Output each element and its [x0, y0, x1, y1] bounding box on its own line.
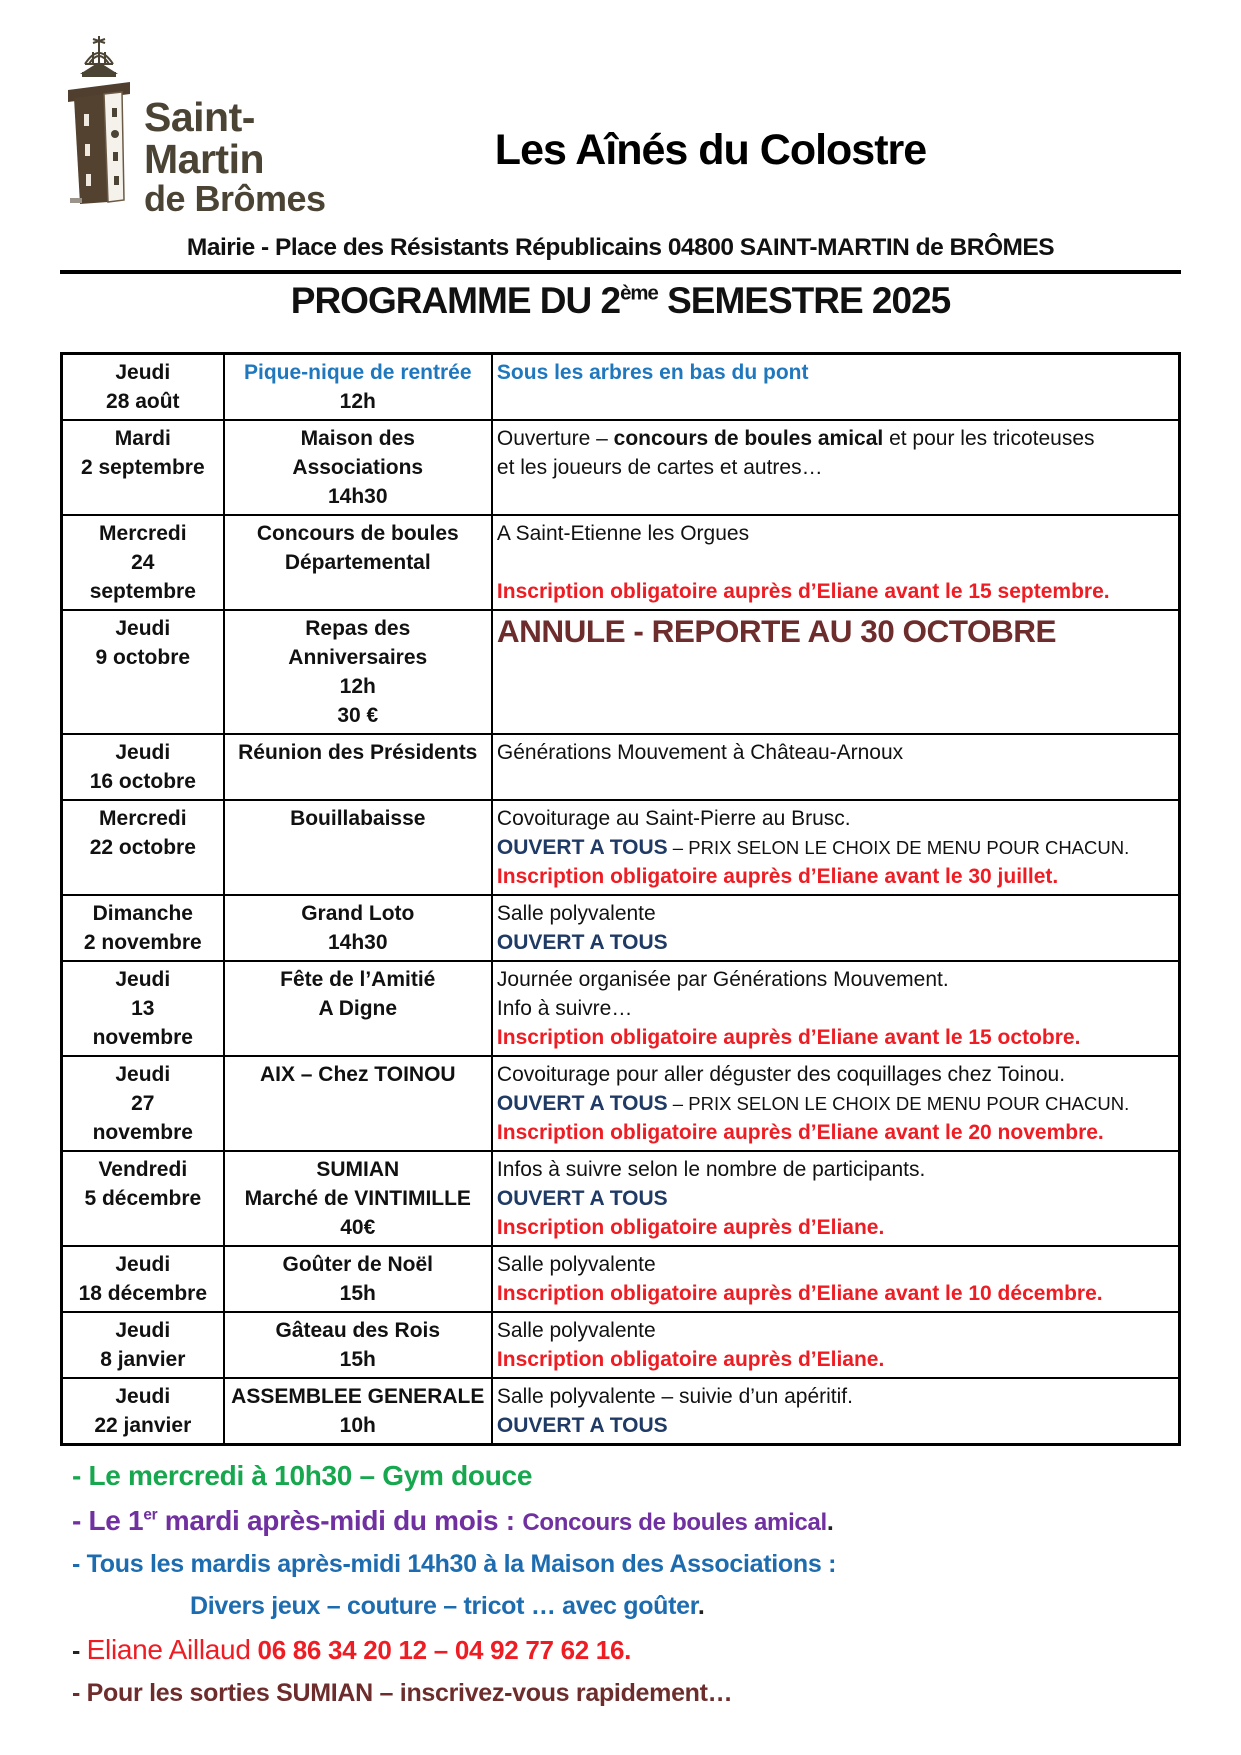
event-detail-line — [497, 424, 1174, 453]
event-detail-cell — [492, 1246, 1180, 1312]
logo-village-name: Saint-Martin — [144, 94, 264, 182]
event-date-line: Mardi — [114, 427, 171, 450]
event-detail-line — [497, 1279, 1174, 1308]
table-row — [62, 1312, 1180, 1378]
event-name-line: A Digne — [318, 997, 398, 1020]
event-detail-cell — [492, 961, 1180, 1056]
table-row — [62, 800, 1180, 895]
event-name-line: Fête de l’Amitié — [280, 968, 436, 991]
footer-note-text: Eliane Aillaud — [86, 1634, 251, 1665]
detail-text: – PRIX SELON LE CHOIX DE MENU POUR CHACUN. — [667, 1093, 1130, 1114]
header — [60, 34, 1181, 218]
detail-text: – PRIX SELON LE CHOIX DE MENU POUR CHACUN. — [667, 837, 1130, 858]
page-title: Les Aînés du Colostre — [494, 126, 927, 174]
event-name-cell — [224, 1056, 492, 1151]
event-detail-line — [497, 358, 1174, 387]
table-row — [62, 1151, 1180, 1246]
detail-text: Salle polyvalente — [496, 1319, 656, 1342]
event-date-line: Jeudi — [115, 361, 171, 384]
event-name-line: Marché de VINTIMILLE — [244, 1187, 471, 1210]
event-date-line: Jeudi — [115, 1319, 171, 1342]
event-date-cell — [62, 1312, 224, 1378]
event-detail-line — [497, 1023, 1174, 1052]
event-detail-line — [497, 1089, 1174, 1118]
event-detail-cell — [492, 1378, 1180, 1445]
event-detail-cell — [492, 734, 1180, 800]
footer-note — [72, 1550, 1181, 1579]
event-name-line: Grand Loto — [301, 902, 415, 925]
address-line: Mairie - Place des Résistants Républicains 04800 SAINT-MARTIN de BRÔMES — [186, 234, 1055, 261]
table-row — [62, 354, 1180, 421]
detail-text: Journée organisée par Générations Mouvement. — [496, 968, 949, 991]
event-date-cell — [62, 515, 224, 610]
detail-text: OUVERT A TOUS — [496, 931, 668, 954]
footer-note-text: - — [72, 1637, 87, 1665]
footer-note — [72, 1460, 1181, 1492]
event-date-line: 9 octobre — [95, 646, 191, 669]
event-date-line: 16 octobre — [89, 770, 196, 793]
event-detail-line — [497, 1118, 1174, 1147]
event-detail-line — [497, 899, 1174, 928]
event-detail-line — [497, 453, 1174, 482]
detail-text: OUVERT A TOUS — [496, 1187, 668, 1210]
footer-note-text: - Le 1 — [72, 1505, 144, 1536]
detail-text: OUVERT A TOUS — [496, 1414, 668, 1437]
event-date-cell — [62, 895, 224, 961]
event-date-cell — [62, 1151, 224, 1246]
detail-text: Inscription obligatoire auprès d’Eliane avant le 10 décembre. — [496, 1282, 1103, 1305]
detail-text: Inscription obligatoire auprès d’Eliane avant le 30 juillet. — [496, 865, 1059, 888]
detail-text: A Saint-Etienne les Orgues — [496, 522, 750, 545]
footer-note-text: Concours de boules amical — [522, 1509, 827, 1536]
event-date-line: 18 décembre — [78, 1282, 208, 1305]
event-detail-line — [497, 1155, 1174, 1184]
event-name-cell — [224, 961, 492, 1056]
event-name-line: 12h — [339, 675, 376, 698]
table-row — [62, 610, 1180, 734]
logo-village-name-2: de Brômes — [144, 178, 326, 219]
event-detail-line — [497, 738, 1174, 767]
event-detail-line — [497, 1060, 1174, 1089]
event-date-cell — [62, 1246, 224, 1312]
event-name-line: Réunion des Présidents — [238, 741, 478, 764]
event-detail-line — [497, 994, 1174, 1023]
event-date-line: Jeudi — [115, 1253, 171, 1276]
event-date-line: Mercredi — [99, 522, 187, 545]
detail-text: Inscription obligatoire auprès d’Eliane avant le 15 octobre. — [496, 1026, 1081, 1049]
event-name-cell — [224, 610, 492, 734]
event-date-line: 2 novembre — [83, 931, 202, 954]
event-date-line: 2 septembre — [80, 456, 205, 479]
footer-note-text: - Le mercredi à 10h30 – Gym douce — [72, 1460, 533, 1491]
footer-note — [72, 1679, 1181, 1708]
program-title-suffix: SEMESTRE 2025 — [657, 280, 951, 321]
event-date-cell — [62, 610, 224, 734]
detail-text: Covoiturage au Saint-Pierre au Brusc. — [496, 807, 851, 830]
footer-note — [72, 1634, 1181, 1666]
event-date-line: septembre — [89, 580, 196, 603]
footer-note-text: - Tous les mardis après-midi 14h30 à la Maison des Associations : — [72, 1550, 837, 1578]
event-date-cell — [62, 734, 224, 800]
detail-text: Salle polyvalente — [496, 1253, 656, 1276]
event-detail-cell — [492, 354, 1180, 421]
event-name-cell — [224, 354, 492, 421]
event-detail-line — [497, 1316, 1174, 1345]
event-name-cell — [224, 800, 492, 895]
event-name-cell — [224, 515, 492, 610]
event-detail-cell — [492, 895, 1180, 961]
event-detail-cell — [492, 515, 1180, 610]
event-name-line: Anniversaires — [288, 646, 428, 669]
event-name-line: Repas des — [305, 617, 411, 640]
event-date-line: 22 octobre — [89, 836, 196, 859]
logo-text — [144, 96, 360, 218]
event-date-line: 28 août — [106, 390, 180, 413]
event-detail-line — [497, 928, 1174, 957]
event-detail-cell — [492, 800, 1180, 895]
event-name-line: 40€ — [340, 1216, 376, 1239]
table-row — [62, 420, 1180, 515]
divider — [60, 270, 1181, 274]
event-detail-line — [497, 1250, 1174, 1279]
event-date-line: Mercredi — [99, 807, 187, 830]
table-row — [62, 895, 1180, 961]
event-name-line: ASSEMBLEE GENERALE — [231, 1385, 485, 1408]
event-date-line: Jeudi — [115, 741, 171, 764]
event-name-line: 12h — [339, 390, 376, 413]
event-name-line: Associations — [292, 456, 424, 479]
event-date-line: 24 — [131, 551, 155, 574]
program-title — [60, 280, 1181, 322]
detail-text: Inscription obligatoire auprès d’Eliane avant le 20 novembre. — [496, 1121, 1104, 1144]
event-name-line: AIX – Chez TOINOU — [259, 1063, 456, 1086]
event-detail-cell — [492, 420, 1180, 515]
event-detail-line — [497, 1184, 1174, 1213]
event-date-line: 22 janvier — [94, 1414, 192, 1437]
event-name-cell — [224, 1378, 492, 1445]
event-name-line: Départemental — [284, 551, 431, 574]
footer-note-text: er — [143, 1506, 158, 1524]
event-detail-cell — [492, 610, 1180, 734]
table-row — [62, 734, 1180, 800]
event-name-line: Pique-nique de rentrée — [243, 361, 472, 384]
event-date-line: novembre — [92, 1026, 193, 1049]
tower-icon — [60, 34, 138, 206]
table-row — [62, 1378, 1180, 1445]
table-row — [62, 1056, 1180, 1151]
event-name-line: 14h30 — [327, 485, 388, 508]
event-date-line: 8 janvier — [100, 1348, 186, 1371]
detail-text: OUVERT A TOUS — [496, 836, 668, 859]
event-detail-line — [497, 519, 1174, 548]
event-date-cell — [62, 420, 224, 515]
event-name-line: Concours de boules — [256, 522, 459, 545]
event-detail-line — [497, 1213, 1174, 1242]
event-name-cell — [224, 895, 492, 961]
event-name-line: Bouillabaisse — [290, 807, 426, 830]
footer-note-text: . — [697, 1592, 705, 1620]
event-date-cell — [62, 1378, 224, 1445]
footer-note-text: mardi après-midi du mois : — [157, 1505, 523, 1536]
detail-text: ANNULE - REPORTE AU 30 OCTOBRE — [496, 613, 1056, 649]
event-detail-line — [497, 1382, 1174, 1411]
footer-notes — [60, 1460, 1181, 1708]
event-name-cell — [224, 1246, 492, 1312]
event-name-line: Goûter de Noël — [282, 1253, 434, 1276]
event-detail-line — [497, 833, 1174, 862]
event-name-line: 14h30 — [327, 931, 388, 954]
event-detail-line — [497, 1345, 1174, 1374]
event-date-cell — [62, 961, 224, 1056]
detail-text: Salle polyvalente – suivie d’un apéritif. — [496, 1385, 853, 1408]
village-logo — [60, 34, 360, 218]
detail-text: concours de boules amical — [613, 427, 884, 450]
event-date-line: Dimanche — [92, 902, 193, 925]
footer-note — [72, 1505, 1181, 1537]
event-date-line: novembre — [92, 1121, 193, 1144]
event-date-line: Jeudi — [115, 617, 171, 640]
detail-text: Sous les arbres en bas du pont — [496, 361, 809, 384]
detail-text: Ouverture – — [496, 427, 614, 450]
program-title-sup: ème — [620, 282, 658, 305]
table-row — [62, 1246, 1180, 1312]
event-detail-cell — [492, 1056, 1180, 1151]
detail-text: Générations Mouvement à Château-Arnoux — [496, 741, 904, 764]
event-date-line: 5 décembre — [84, 1187, 202, 1210]
event-date-cell — [62, 354, 224, 421]
detail-text: Inscription obligatoire auprès d’Eliane. — [496, 1348, 885, 1371]
event-date-line: Jeudi — [115, 968, 171, 991]
event-name-cell — [224, 734, 492, 800]
program-title-prefix: PROGRAMME DU 2 — [290, 280, 621, 321]
detail-text: Covoiturage pour aller déguster des coquillages chez Toinou. — [496, 1063, 1066, 1086]
event-name-line: SUMIAN — [316, 1158, 400, 1181]
table-row — [62, 515, 1180, 610]
detail-text: Info à suivre… — [496, 997, 633, 1020]
event-detail-cell — [492, 1151, 1180, 1246]
event-name-line: Gâteau des Rois — [275, 1319, 441, 1342]
footer-note-text: 06 86 34 20 12 – 04 92 77 62 16. — [250, 1635, 632, 1665]
footer-note-text: - Pour les sorties SUMIAN – inscrivez-vous rapidement… — [72, 1679, 733, 1707]
detail-text: et les joueurs de cartes et autres… — [496, 456, 823, 479]
detail-text: Salle polyvalente — [496, 902, 656, 925]
event-detail-line — [497, 804, 1174, 833]
event-date-line: Vendredi — [98, 1158, 188, 1181]
event-name-cell — [224, 1312, 492, 1378]
event-name-line: 15h — [339, 1348, 376, 1371]
event-detail-line — [497, 1411, 1174, 1440]
event-date-cell — [62, 800, 224, 895]
detail-text: OUVERT A TOUS — [496, 1092, 668, 1115]
event-date-line: 13 — [131, 997, 155, 1020]
event-detail-line — [497, 548, 1174, 577]
detail-text: Infos à suivre selon le nombre de participants. — [496, 1158, 926, 1181]
program-table — [60, 352, 1181, 1446]
event-name-line: 30 € — [337, 704, 379, 727]
event-date-line: Jeudi — [115, 1063, 171, 1086]
footer-note-text: . — [826, 1508, 834, 1536]
event-detail-line — [497, 614, 1174, 650]
detail-text: Inscription obligatoire auprès d’Eliane avant le 15 septembre. — [496, 580, 1110, 603]
event-name-line: 15h — [339, 1282, 376, 1305]
event-date-line: Jeudi — [115, 1385, 171, 1408]
footer-note-text: Divers jeux – couture – tricot … avec goûter — [190, 1592, 698, 1620]
event-detail-line — [497, 577, 1174, 606]
event-name-cell — [224, 1151, 492, 1246]
event-name-line: 10h — [339, 1414, 376, 1437]
table-row — [62, 961, 1180, 1056]
detail-text: et pour les tricoteuses — [883, 427, 1095, 450]
event-date-cell — [62, 1056, 224, 1151]
footer-note — [72, 1592, 1181, 1621]
event-date-line: 27 — [131, 1092, 155, 1115]
event-name-cell — [224, 420, 492, 515]
event-detail-line — [497, 862, 1174, 891]
detail-text: Inscription obligatoire auprès d’Eliane. — [496, 1216, 885, 1239]
event-detail-cell — [492, 1312, 1180, 1378]
event-name-line: Maison des — [300, 427, 415, 450]
event-detail-line — [497, 965, 1174, 994]
